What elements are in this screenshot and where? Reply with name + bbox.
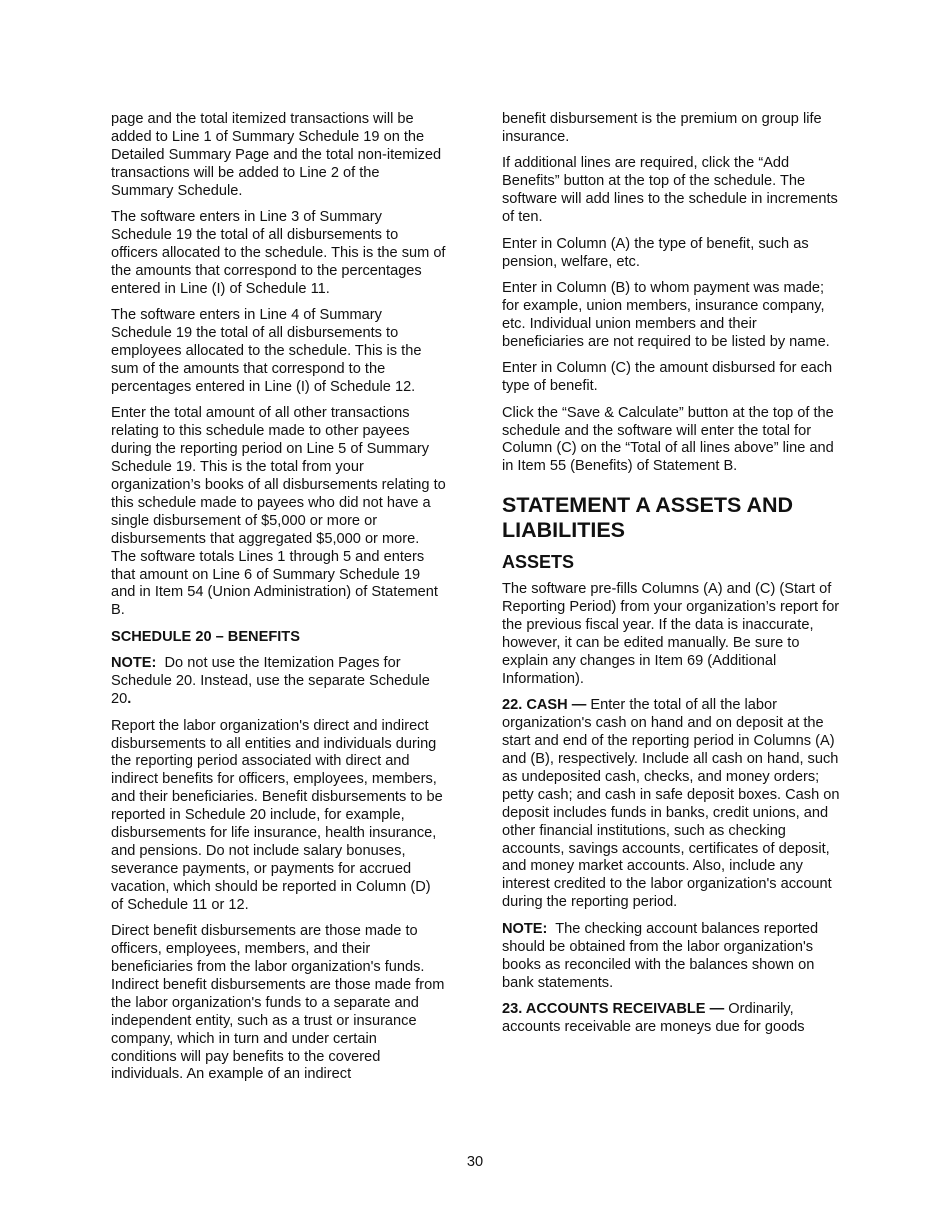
schedule-20-heading: SCHEDULE 20 – BENEFITS xyxy=(111,628,300,645)
note-label: NOTE: xyxy=(502,920,548,937)
cash-label: 22. CASH — xyxy=(502,697,587,714)
paragraph: The software pre-fills Columns (A) and (C) (Start of Reporting Period) from your organization’s report for the previous fiscal year. If the data is inaccurate, however, it can be edited manually. Be sure to explain any changes in Item 69 (Additional Information). xyxy=(502,581,840,687)
paragraph: Click the “Save & Calculate” button at the top of the schedule and the software will enter the total for Column (C) on the “Total of all lines above” line and in Item 55 (Benefits) of Statement B. xyxy=(502,404,834,475)
note-paragraph xyxy=(502,921,840,993)
right-column xyxy=(502,111,840,1045)
accounts-receivable-paragraph xyxy=(502,1001,840,1037)
paragraph: If additional lines are required, click the “Add Benefits” button at the top of the schedule. The software will add lines to the schedule in increments of ten. xyxy=(502,155,838,226)
paragraph: The software enters in Line 4 of Summary Schedule 19 the total of all disbursements to employees allocated to the schedule. This is the sum of the amounts that correspond to the percentages entered in Line (I) of Schedule 12. xyxy=(111,307,422,395)
note-text: The checking account balances reported should be obtained from the labor organization's books as reconciled with the balances shown on bank statements. xyxy=(502,920,819,991)
cash-text: Enter the total of all the labor organization's cash on hand and on deposit at the start and end of the reporting period in Columns (A) and (B), respectively. Include all cash on hand, such as undeposited cash, checks, and money orders; petty cash; and cash in safe deposit boxes. Cash on deposit includes funds in banks, credit unions, and other financial institutions, such as checking accounts, savings accounts, certificates of deposit, and money market accounts. Also, include any interest credited to the labor organization's account during the reporting period. xyxy=(502,697,840,911)
paragraph: benefit disbursement is the premium on group life insurance. xyxy=(502,111,822,145)
paragraph: page and the total itemized transactions will be added to Line 1 of Summary Schedule 19 on the Detailed Summary Page and the total non-itemized transactions will be added to Line 2 of the Summary Schedule. xyxy=(111,111,442,199)
paragraph: Report the labor organization's direct and indirect disbursements to all entities and individuals during the reporting period associated with direct and indirect benefits for officers, employees, members, and their beneficiaries. Benefit disbursements to be reported in Schedule 20 include, for example, disbursements for life insurance, health insurance, and pensions. Do not include salary bonuses, severance payments, or payments for accrued vacation, which should be reported in Column (D) of Schedule 11 or 12. xyxy=(111,717,443,913)
note-text: Do not use the Itemization Pages for Schedule 20. Instead, use the separate Schedule 20 xyxy=(111,655,430,708)
statement-a-heading: STATEMENT A ASSETS AND LIABILITIES xyxy=(502,493,794,543)
accounts-receivable-text: Ordinarily, accounts receivable are moneys due for goods xyxy=(502,1001,805,1035)
paragraph: Enter the total amount of all other transactions relating to this schedule made to other payees during the reporting period on Line 5 of Summary Schedule 19. This is the total from your organization’s books of all disbursements relating to this schedule made to payees who did not have a single disbursement of $5,000 or more or disbursements that aggregated $5,000 or more. The software totals Lines 1 through 5 and enters that amount on Line 6 of Summary Schedule 19 and in Item 54 (Union Administration) of Statement B. xyxy=(111,405,446,619)
note-label: NOTE: xyxy=(111,655,157,672)
paragraph: Direct benefit disbursements are those made to officers, employees, members, and their beneficiaries from the labor organization's funds. Indirect benefit disbursements are those made from the labor organization's funds to a separate and independent entity, such as a trust or insurance company, which in turn and under certain conditions will pay benefits to the covered individuals. An example of an indirect xyxy=(111,923,445,1083)
paragraph: Enter in Column (A) the type of benefit, such as pension, welfare, etc. xyxy=(502,235,809,270)
accounts-receivable-label: 23. ACCOUNTS RECEIVABLE — xyxy=(502,1001,725,1017)
paragraph: The software enters in Line 3 of Summary Schedule 19 the total of all disbursements to officers allocated to the schedule. This is the sum of the amounts that correspond to the percentages entered in Line (I) of Schedule 11. xyxy=(111,209,446,297)
assets-heading: ASSETS xyxy=(502,552,575,573)
left-column xyxy=(111,111,446,1093)
paragraph: Enter in Column (C) the amount disbursed for each type of benefit. xyxy=(502,360,833,395)
note-period: . xyxy=(127,691,132,708)
paragraph: Enter in Column (B) to whom payment was made; for example, union members, insurance company, etc. Individual union members and their beneficiaries are not required to be listed by name. xyxy=(502,280,830,350)
note-paragraph xyxy=(111,655,446,709)
cash-paragraph xyxy=(502,697,840,912)
page-number: 30 xyxy=(466,1154,484,1170)
